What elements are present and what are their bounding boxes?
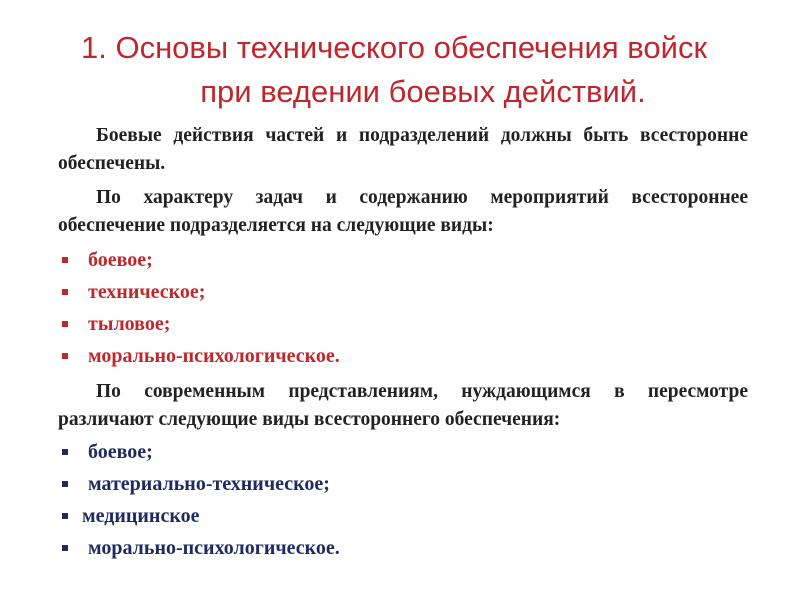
list-item: [58, 436, 748, 468]
support-types-list-secondary: [58, 436, 748, 564]
list-item-label: боевое;: [88, 441, 153, 463]
paragraph-1: Боевые действия частей и подразделений должны быть всесторонне обеспечены.: [58, 125, 748, 174]
list-item: [58, 244, 748, 276]
list-item-label: материально-техническое;: [88, 473, 330, 495]
square-bullet-icon: [62, 353, 68, 359]
list-item-label: тыловое;: [88, 313, 171, 335]
list-item: [58, 276, 748, 308]
square-bullet-icon: [62, 481, 68, 487]
square-bullet-icon: [62, 257, 68, 263]
list-item-label: техническое;: [88, 281, 206, 303]
square-bullet-icon: [62, 545, 68, 551]
slide-title-line-1: 1. Основы технического обеспечения войск: [80, 30, 708, 65]
square-bullet-icon: [62, 449, 68, 455]
square-bullet-icon: [62, 321, 68, 327]
list-item: [58, 468, 748, 500]
paragraph-3: По современным представлениям, нуждающимся в пересмотре различают следующие виды всестороннего обеспечения:: [58, 381, 748, 430]
support-types-list-primary: [58, 244, 748, 372]
list-item: [58, 340, 748, 372]
list-item-label: морально-психологическое.: [88, 537, 340, 559]
slide-title-line-2: при ведении боевых действий.: [200, 74, 646, 109]
list-item-label: медицинское: [82, 505, 200, 527]
list-item: [58, 308, 748, 340]
list-item-label: боевое;: [88, 249, 153, 271]
slide-title: [58, 26, 748, 114]
square-bullet-icon: [62, 289, 68, 295]
square-bullet-icon: [62, 513, 68, 519]
list-item-label: морально-психологическое.: [88, 345, 340, 367]
paragraph-2: По характеру задач и содержанию мероприятий всестороннее обеспечение подразделяется на следующие виды:: [58, 187, 748, 236]
list-item: [58, 500, 748, 532]
list-item: [58, 532, 748, 564]
